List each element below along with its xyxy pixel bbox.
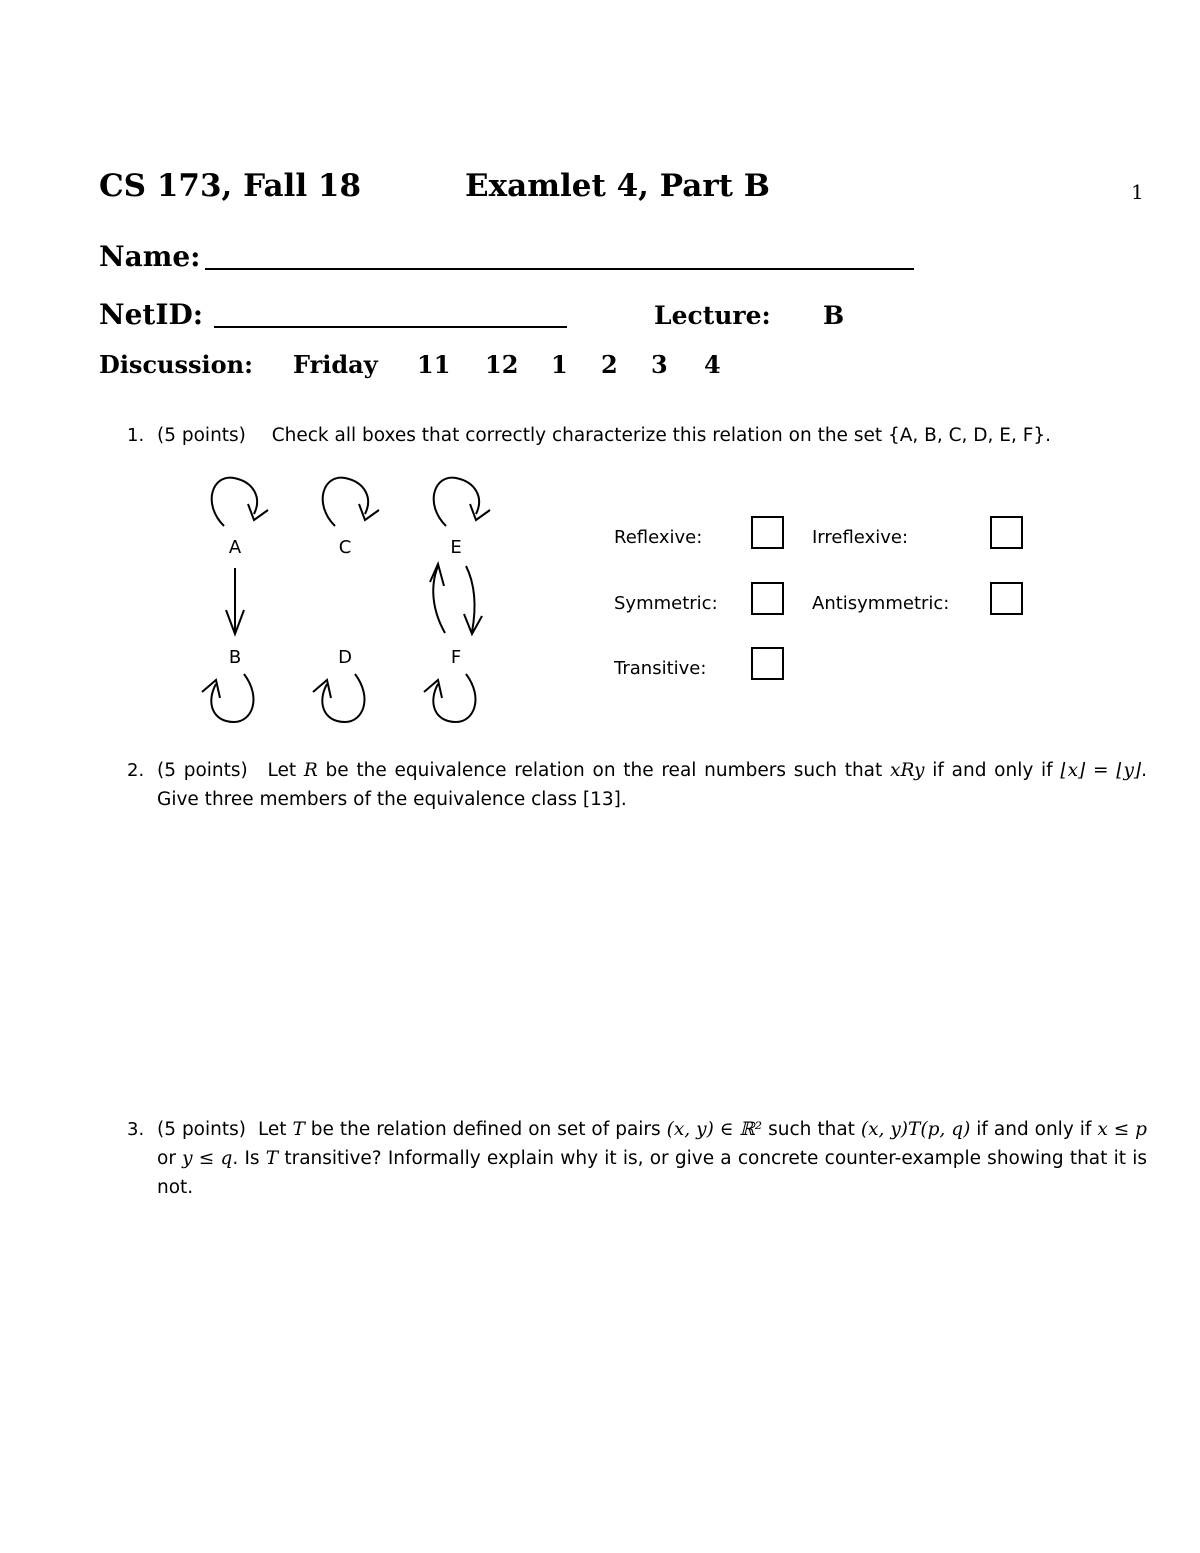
q2-number: 2. — [127, 760, 145, 781]
q3-math: y ≤ q — [182, 1148, 233, 1169]
q1-prompt — [157, 421, 1147, 450]
discussion-time-option[interactable]: 2 — [601, 350, 618, 379]
self-loop-e — [434, 478, 479, 526]
arrowhead-e — [470, 504, 490, 520]
node-label: A — [228, 537, 242, 558]
q3-text: such that — [762, 1119, 861, 1140]
lecture-label: Lecture: — [654, 301, 771, 330]
netid-field[interactable] — [214, 326, 567, 328]
reflexive-label: Reflexive: — [614, 527, 703, 548]
q2-answer-area[interactable] — [157, 830, 1147, 1090]
discussion-label: Discussion: — [99, 350, 253, 379]
symmetric-checkbox[interactable] — [751, 582, 784, 615]
netid-label: NetID: — [99, 298, 204, 331]
q3-text: or — [157, 1148, 183, 1169]
q3-text: transitive? Informally explain why it is, or give a concrete counter-example showing that it is not. — [157, 1148, 1147, 1198]
antisymmetric-checkbox[interactable] — [990, 582, 1023, 615]
q2-points: (5 points) — [157, 760, 248, 781]
lecture-value: B — [823, 301, 845, 330]
arrowhead-c — [359, 504, 379, 520]
self-loop-d — [322, 674, 364, 722]
edge-f-e — [433, 566, 445, 633]
transitive-checkbox[interactable] — [751, 647, 784, 680]
discussion-time-option[interactable]: 4 — [704, 350, 721, 379]
node-label: F — [450, 647, 462, 668]
node-label: E — [450, 537, 462, 558]
q3-points: (5 points) — [157, 1119, 246, 1140]
q3-answer-area[interactable] — [157, 1215, 1147, 1515]
page-number: 1 — [1131, 180, 1144, 204]
name-label: Name: — [99, 240, 201, 273]
name-field[interactable] — [205, 268, 914, 270]
q2-text: Let — [267, 760, 304, 781]
discussion-time-option[interactable]: 3 — [651, 350, 668, 379]
node-label: B — [228, 647, 242, 668]
symmetric-label: Symmetric: — [614, 593, 718, 614]
q2-math: xRy — [890, 760, 925, 781]
self-loop-c — [323, 478, 368, 526]
arrowhead-f-e — [430, 564, 444, 586]
irreflexive-label: Irreflexive: — [812, 527, 909, 548]
exam-title: Examlet 4, Part B — [465, 168, 770, 204]
antisymmetric-label: Antisymmetric: — [812, 593, 950, 614]
q3-text: Let — [257, 1119, 293, 1140]
q3-math: (x, y) ∈ ℝ² — [666, 1119, 763, 1140]
irreflexive-checkbox[interactable] — [990, 516, 1023, 549]
self-loop-a — [212, 478, 257, 526]
q2-var: R — [303, 760, 318, 781]
q1-number: 1. — [127, 425, 145, 446]
q2-text: be the equivalence relation on the real numbers such that — [317, 760, 891, 781]
node-label: D — [338, 647, 352, 668]
q2-prompt — [157, 756, 1147, 814]
q3-prompt — [157, 1115, 1147, 1202]
arrowhead-a — [248, 504, 268, 520]
node-label: C — [338, 537, 352, 558]
reflexive-checkbox[interactable] — [751, 516, 784, 549]
q2-text: . Give three members of the equivalence class [13]. — [157, 760, 1148, 810]
self-loop-f — [433, 674, 475, 722]
q3-var: T — [265, 1148, 279, 1169]
q3-math: (x, y)T(p, q) — [860, 1119, 971, 1140]
q3-text: . Is — [232, 1148, 266, 1169]
q2-text: if and only if — [924, 760, 1061, 781]
q3-math: x ≤ p — [1097, 1119, 1148, 1140]
discussion-time-option[interactable]: 1 — [551, 350, 568, 379]
q3-text: be the relation defined on set of pairs — [304, 1119, 667, 1140]
q3-number: 3. — [127, 1119, 145, 1140]
course-title: CS 173, Fall 18 — [99, 168, 362, 204]
discussion-time-option[interactable]: 12 — [485, 350, 519, 379]
q1-text: Check all boxes that correctly characterize this relation on the set {A, B, C, D, E, F}. — [271, 425, 1052, 446]
transitive-label: Transitive: — [614, 658, 707, 679]
discussion-time-option[interactable]: 11 — [417, 350, 451, 379]
q3-var: T — [292, 1119, 305, 1140]
self-loop-b — [211, 674, 253, 722]
q3-text: if and only if — [970, 1119, 1098, 1140]
q1-points: (5 points) — [157, 425, 246, 446]
discussion-day: Friday — [293, 350, 378, 379]
q2-math: ⌊x⌋ = ⌊y⌋ — [1060, 760, 1142, 781]
relation-diagram — [190, 470, 510, 730]
